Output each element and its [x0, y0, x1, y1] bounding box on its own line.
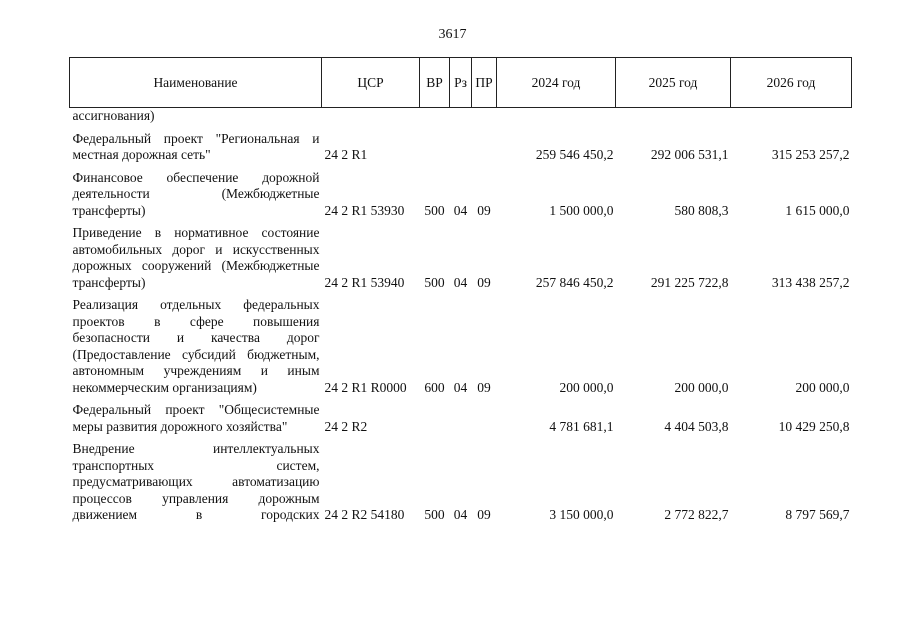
header-2025: 2025 год [616, 58, 731, 108]
row-vr [420, 131, 450, 164]
row-vr: 500 [424, 202, 445, 218]
row-2026: 315 253 257,2 [771, 147, 850, 162]
row-2024: 3 150 000,0 [549, 507, 614, 522]
table-row [70, 402, 852, 435]
row-pr: 09 [477, 274, 491, 290]
row-rz: 04 [453, 507, 468, 522]
header-pr: ПР [472, 58, 497, 108]
row-csr: 24 2 R1 53940 [324, 274, 405, 290]
row-2024: 257 846 450,2 [535, 274, 614, 290]
row-rz [450, 131, 472, 164]
table-row [70, 297, 852, 396]
row-pr [472, 108, 497, 125]
header-csr: ЦСР [322, 58, 420, 108]
row-csr: 24 2 R2 54180 [324, 507, 405, 522]
row-2025: 200 000,0 [674, 379, 729, 395]
row-csr: 24 2 R2 [324, 418, 368, 434]
row-rz: 04 [453, 379, 468, 395]
row-2024 [497, 108, 616, 125]
header-2024: 2024 год [497, 58, 616, 108]
header-vr: ВР [420, 58, 450, 108]
row-name: Приведение в нормативное состояние автомобильных дорог и искусственных дорожных сооружений (Межбюджетные трансферты) [72, 225, 320, 290]
row-2026: 8 797 569,7 [785, 507, 850, 522]
table-header-row [70, 58, 852, 108]
table-row [70, 225, 852, 291]
row-vr [420, 402, 450, 435]
row-name: Реализация отдельных федеральных проектов в сфере повышения безопасности и качества дорог (Предоставление субсидий бюджетным, автономным учреждениям и иным некоммерческим организациям) [72, 297, 320, 395]
row-2025: 291 225 722,8 [650, 274, 729, 290]
row-name: Федеральный проект "Региональная и местная дорожная сеть" [72, 130, 320, 162]
header-name: Наименование [70, 58, 322, 108]
budget-table [69, 57, 852, 524]
header-rz: Рз [450, 58, 472, 108]
row-vr: 500 [424, 274, 445, 290]
row-pr [472, 131, 497, 164]
row-csr: 24 2 R1 R0000 [324, 379, 407, 395]
row-2025: 4 404 503,8 [664, 418, 729, 434]
row-name: ассигнования) [72, 108, 155, 123]
row-pr: 09 [477, 379, 491, 395]
page-number: 3617 [438, 27, 467, 42]
row-vr: 600 [424, 379, 445, 395]
table-row [70, 108, 852, 125]
row-2026: 10 429 250,8 [778, 418, 850, 434]
row-2025: 580 808,3 [674, 202, 729, 218]
table-row [70, 170, 852, 220]
row-rz: 04 [453, 202, 468, 218]
row-vr [420, 108, 450, 125]
row-rz: 04 [453, 274, 468, 290]
row-2026: 200 000,0 [795, 379, 850, 395]
row-csr: 24 2 R1 [324, 147, 368, 162]
row-2025: 292 006 531,1 [650, 147, 729, 162]
row-rz [450, 108, 472, 125]
row-name: Внедрение интеллектуальных транспортных систем, предусматривающих автоматизацию процессов управления дорожным движением в городских [72, 441, 320, 522]
row-2024: 200 000,0 [559, 379, 614, 395]
row-csr [322, 108, 420, 125]
row-2024: 4 781 681,1 [549, 418, 614, 434]
header-2026: 2026 год [731, 58, 852, 108]
row-2026 [731, 108, 852, 125]
row-csr: 24 2 R1 53930 [324, 202, 405, 218]
row-name: Финансовое обеспечение дорожной деятельности (Межбюджетные трансферты) [72, 169, 320, 218]
row-2026: 313 438 257,2 [771, 274, 850, 290]
row-pr: 09 [477, 507, 491, 522]
row-2025: 2 772 822,7 [664, 507, 729, 522]
row-2024: 1 500 000,0 [549, 202, 614, 218]
row-name: Федеральный проект "Общесистемные меры развития дорожного хозяйства" [72, 402, 320, 434]
row-2025 [616, 108, 731, 125]
row-vr: 500 [424, 507, 445, 522]
row-pr [472, 402, 497, 435]
row-rz [450, 402, 472, 435]
table-row [70, 131, 852, 164]
table-row [70, 441, 852, 524]
row-2024: 259 546 450,2 [535, 147, 614, 162]
row-2026: 1 615 000,0 [785, 202, 850, 218]
row-pr: 09 [477, 202, 491, 218]
